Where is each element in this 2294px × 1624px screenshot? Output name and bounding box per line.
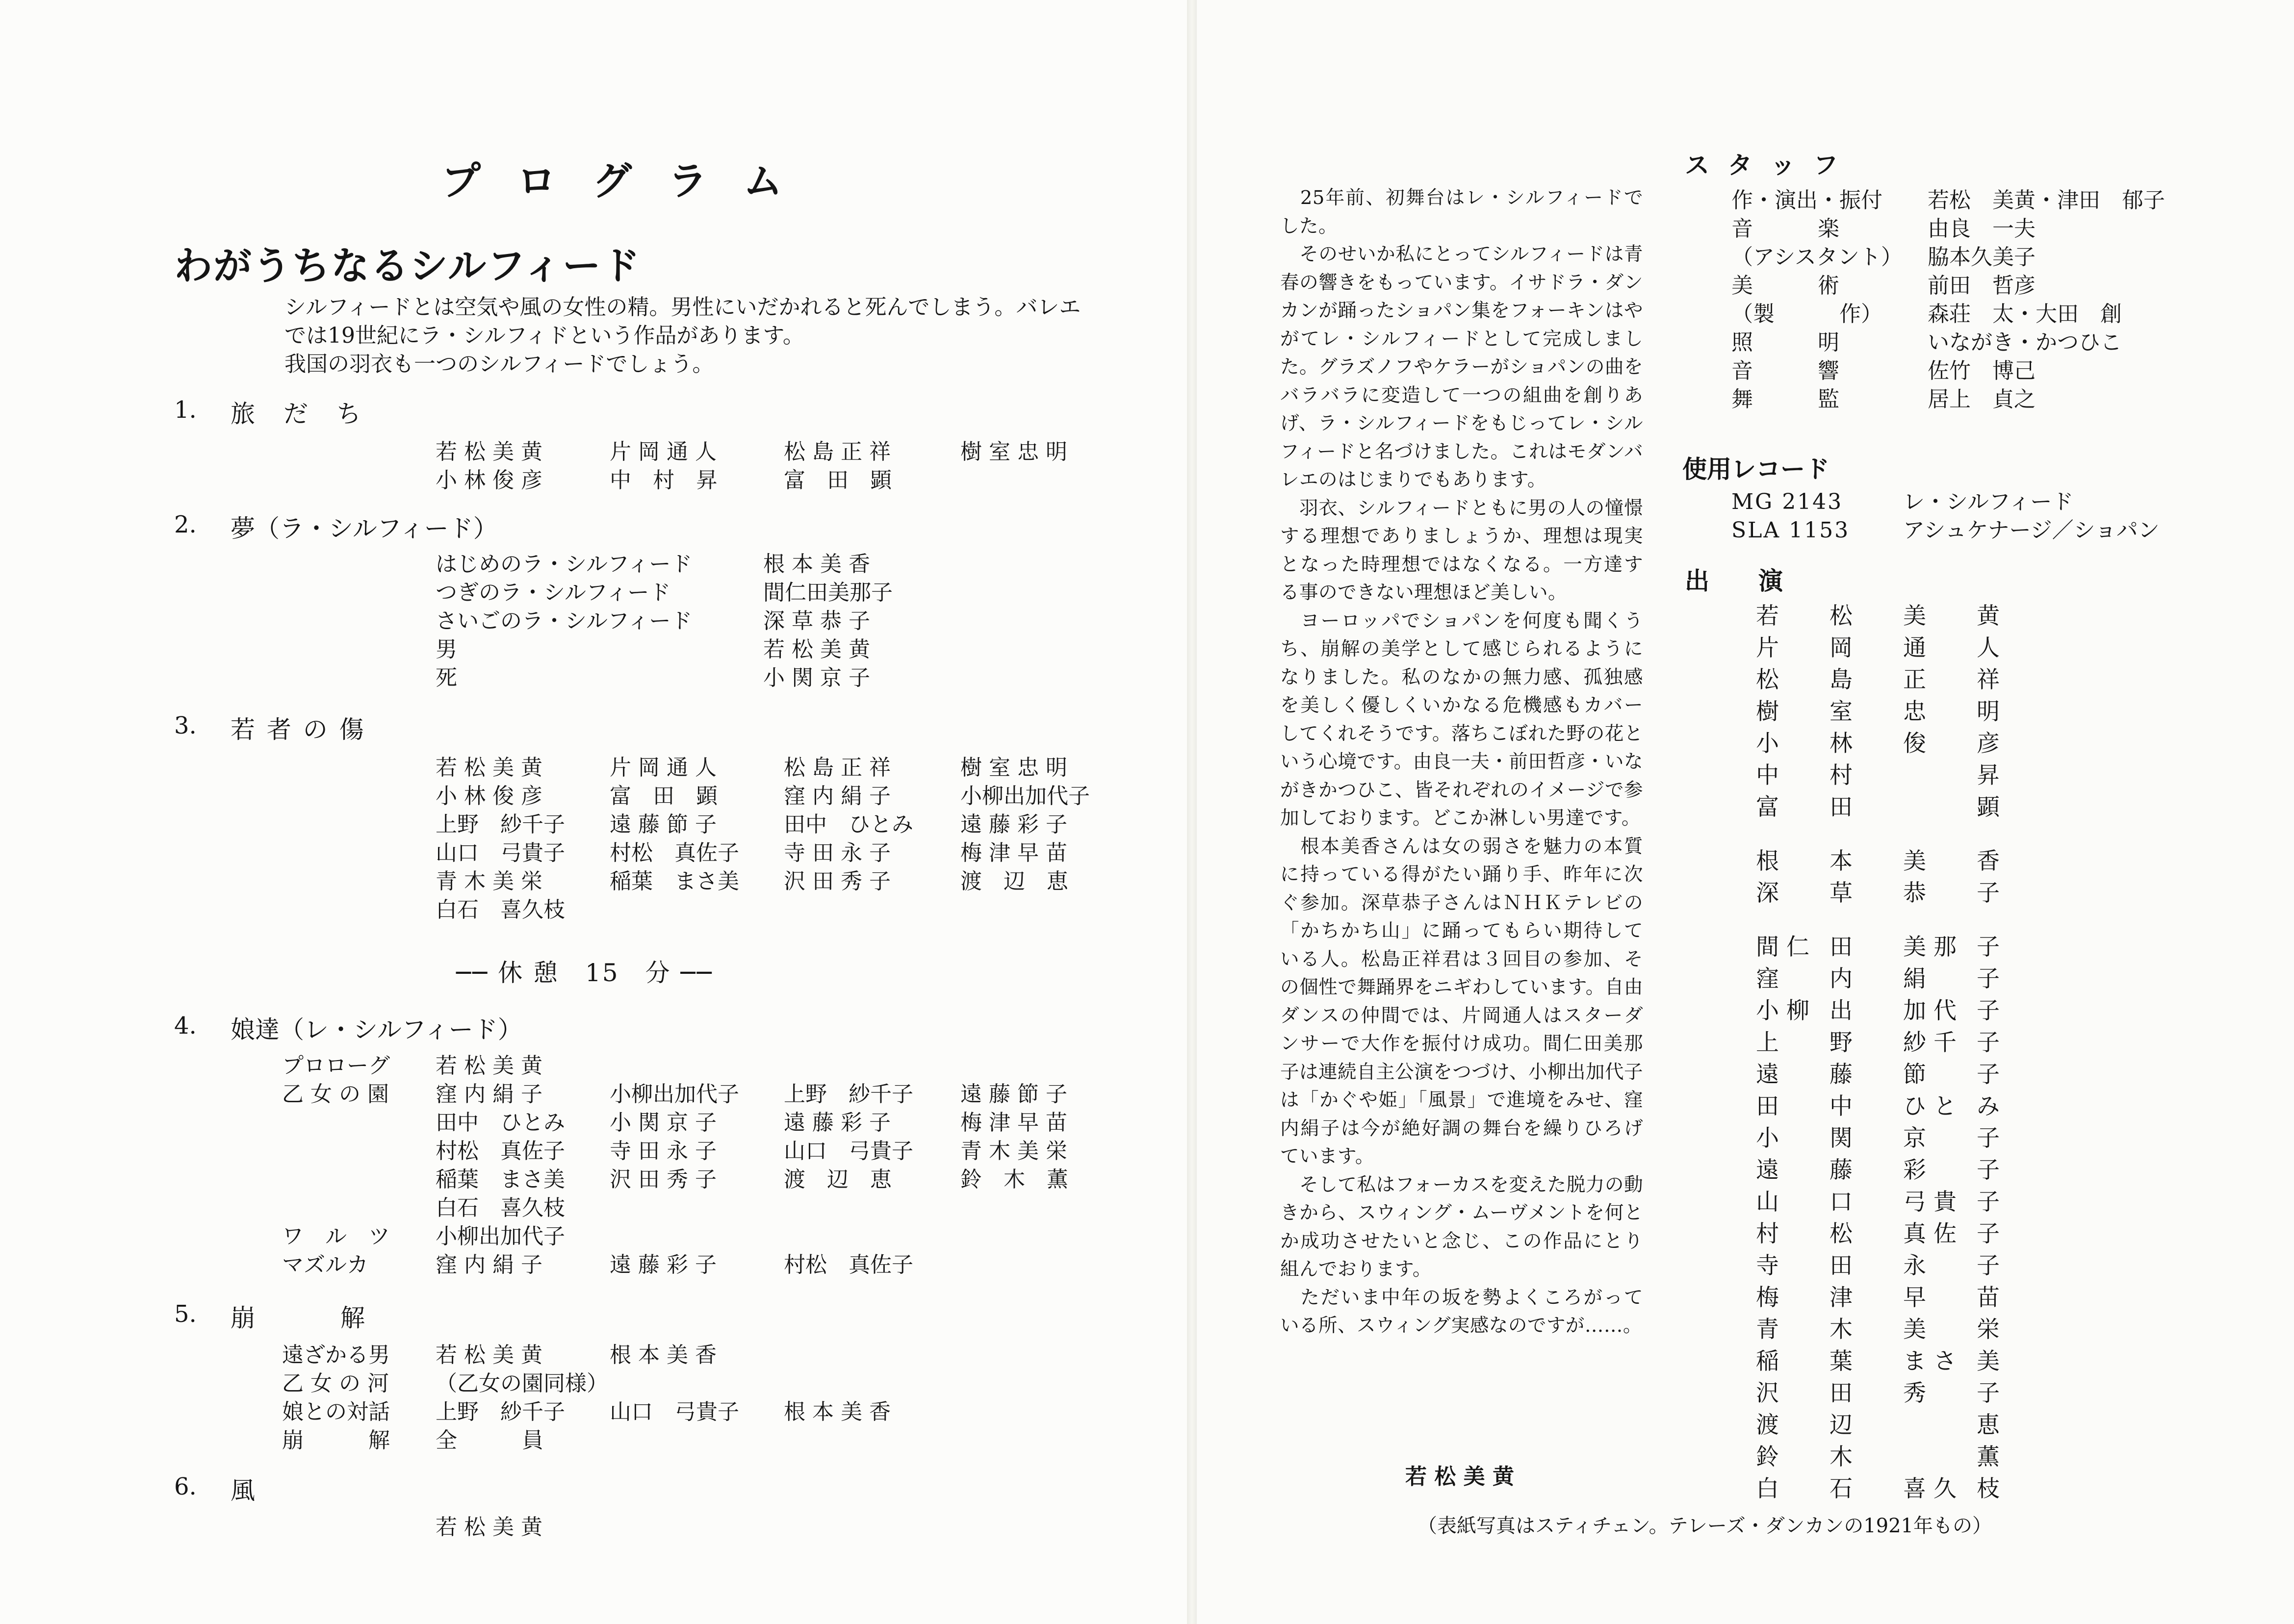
section-2-cast (436, 550, 893, 692)
cast-name (784, 896, 960, 924)
role-name: はじめのラ・シルフィード (436, 552, 693, 577)
cast-name: 小 林 俊 彦 (436, 468, 542, 493)
cast-char: 村 (1830, 762, 1853, 789)
cast-char: 林 (1830, 730, 1853, 757)
cast-name: 小 林 俊 彦 (436, 784, 542, 809)
cast-name: 青 木 美 栄 (960, 1139, 1067, 1164)
role-name: 崩 解 (282, 1428, 390, 1453)
cast-row (282, 1194, 1068, 1222)
section-3-cast (436, 754, 1090, 924)
cast-char: 青 (1756, 1316, 1779, 1343)
cast-name: 白石 喜久枝 (436, 1195, 565, 1220)
cast-row (282, 1370, 891, 1398)
cast-char: 津 (1830, 1284, 1853, 1311)
staff-role: 作・演出・振付 (1731, 188, 1882, 213)
cast-char: 渡 (1756, 1412, 1779, 1439)
cast-name: 松 島 正 祥 (784, 439, 891, 464)
cast-name: 寺 田 永 子 (784, 840, 891, 865)
cast-char: 枝 (1977, 1475, 2000, 1502)
role-name: 乙 女 の 河 (282, 1371, 389, 1396)
cast-char: 正 (1903, 666, 1926, 693)
cast-char: 美 (1903, 603, 1926, 630)
cast-char: 松 (1830, 603, 1853, 630)
staff-name: 前田 哲彦 (1928, 273, 2036, 298)
cast-char: 子 (1977, 1189, 2000, 1216)
cast-char: 真 佐 (1903, 1220, 1957, 1247)
cast-char: 内 (1830, 965, 1853, 992)
cast-name: 中 村 昇 (610, 468, 718, 493)
cast-name: 梅 津 早 苗 (960, 840, 1067, 865)
record-title: アシュケナージ／ショパン (1903, 518, 2160, 543)
cast-char: 岡 (1830, 634, 1853, 661)
section-6-cast: 若 松 美 黄 (436, 1515, 542, 1540)
cast-row (436, 896, 1090, 924)
cast-char: 子 (1977, 997, 2000, 1024)
cast-char: 俊 (1903, 730, 1926, 757)
cast-char: 通 (1903, 634, 1926, 661)
section-3-number: 3. (174, 712, 197, 739)
cast-char: 加 代 (1903, 997, 1957, 1024)
cast-name: 深 草 恭 子 (763, 609, 870, 634)
cast-char: 藤 (1830, 1061, 1853, 1088)
cast-name (784, 1222, 960, 1251)
cast-char: 子 (1977, 965, 2000, 992)
cast-char: 明 (1977, 698, 2000, 725)
cast-name: 山口 弓貴子 (436, 840, 565, 865)
section-4-cast (282, 1052, 1068, 1279)
cast-name: 富 田 顕 (610, 784, 718, 809)
cast-char: 稲 (1756, 1348, 1779, 1375)
role-name (282, 1137, 436, 1166)
cast-name: 若 松 美 黄 (436, 1343, 542, 1368)
role-name (282, 1166, 436, 1194)
cast-char: 樹 (1756, 698, 1779, 725)
section-2-number: 2. (174, 511, 197, 538)
cast-char: 早 (1903, 1284, 1926, 1311)
cast-char: 彩 (1903, 1157, 1926, 1184)
role-name: 死 (436, 665, 457, 690)
record-catalog: SLA 1153 (1731, 518, 1850, 543)
section-6-title: 風 (231, 1476, 255, 1505)
cast-name: 白石 喜久枝 (436, 897, 565, 922)
cast-name: 上野 紗千子 (436, 1399, 565, 1424)
cast-row (282, 1080, 1068, 1109)
staff-name: 森荘 太・大田 創 (1928, 302, 2122, 327)
staff-row (1731, 186, 2165, 215)
cast-char: 恵 (1977, 1412, 2000, 1439)
cast-char: 松 (1830, 1220, 1853, 1247)
cast-name (784, 1052, 960, 1080)
cast-char: 小 (1756, 730, 1779, 757)
role-name: さいごのラ・シルフィード (436, 609, 693, 634)
role-name: 娘との対話 (282, 1399, 390, 1424)
cast-char: 美 (1903, 848, 1926, 875)
cast-name: 若 松 美 黄 (436, 1053, 542, 1078)
cast-name: 小柳出加代子 (436, 1224, 565, 1249)
cast-char: 香 (1977, 848, 2000, 875)
cast-char: 野 (1830, 1029, 1853, 1056)
cast-char: 島 (1830, 666, 1853, 693)
section-3-title: 若 者 の 傷 (231, 715, 366, 744)
cast-char: 美 (1977, 1348, 2000, 1375)
record-title: レ・シルフィード (1903, 489, 2074, 514)
cast-char: 祥 (1977, 666, 2000, 693)
cast-char: 木 (1830, 1316, 1853, 1343)
cast-char: ひ と (1903, 1093, 1957, 1120)
cast-name: 根 本 美 香 (610, 1343, 717, 1368)
cast-name: 片 岡 通 人 (610, 755, 717, 780)
cast-char: 梅 (1756, 1284, 1779, 1311)
cast-char: 栄 (1977, 1316, 2000, 1343)
cast-char: 田 (1830, 794, 1853, 821)
staff-name: いながき・かつひこ (1928, 330, 2122, 355)
cast-row (436, 664, 893, 692)
cast-name: 富 田 顕 (784, 468, 892, 493)
cast-char: 鈴 (1756, 1444, 1779, 1471)
cast-char: 子 (1977, 1029, 2000, 1056)
cast-char: 松 (1756, 666, 1779, 693)
cast-row (436, 438, 1067, 466)
intro-line-1: シルフィードとは空気や風の女性の精。男性にいだかれると死んでしまう。バレエ (284, 295, 1081, 320)
staff-row (1731, 272, 2165, 300)
record-row (1731, 488, 2160, 516)
staff-name: 脇本久美子 (1928, 245, 2036, 270)
cast-char: 弓 貴 (1903, 1189, 1957, 1216)
cast-name: 寺 田 永 子 (610, 1139, 717, 1164)
cast-name: 小柳出加代子 (610, 1082, 739, 1107)
page-gutter (1187, 0, 1197, 1624)
cast-char: 村 (1756, 1220, 1779, 1247)
cast-name: 稲葉 まさ美 (610, 869, 739, 894)
cast-char: 草 (1830, 880, 1853, 907)
cast-char: 根 (1756, 848, 1779, 875)
staff-row (1731, 357, 2165, 385)
cast-name (610, 1194, 784, 1222)
staff-role: 音 響 (1731, 358, 1839, 383)
cast-char: 忠 (1903, 698, 1926, 725)
cast-char: 辺 (1830, 1412, 1853, 1439)
record-row (1731, 516, 2160, 545)
cast-name: 根 本 美 香 (784, 1399, 891, 1424)
cast-char: 中 (1756, 762, 1779, 789)
staff-row (1731, 300, 2165, 329)
cast-row (282, 1222, 1068, 1251)
cast-char: 田 (1756, 1093, 1779, 1120)
cast-char: 絹 (1903, 965, 1926, 992)
essay-signature: 若 松 美 黄 (1405, 1464, 1514, 1489)
cast-char: 小 (1756, 1125, 1779, 1152)
cast-list (1756, 602, 2050, 1503)
cast-name: 小柳出加代子 (960, 784, 1090, 809)
cast-char: 室 (1830, 698, 1853, 725)
role-name: マズルカ (282, 1252, 368, 1277)
cast-char: ま さ (1903, 1348, 1957, 1375)
cast-name: 遠 藤 節 子 (960, 1082, 1067, 1107)
cast-char: 山 (1756, 1189, 1779, 1216)
cast-char: 藤 (1830, 1157, 1853, 1184)
section-1-number: 1. (174, 396, 197, 424)
staff-heading: ス タ ッ フ (1685, 151, 1843, 179)
cast-heading: 出 演 (1685, 566, 1783, 595)
cast-name: 遠 藤 彩 子 (960, 812, 1067, 837)
intro-line-3: 我国の羽衣も一つのシルフィードでしょう。 (284, 352, 714, 377)
cast-char: 彦 (1977, 730, 2000, 757)
cast-group-3 (1756, 933, 2050, 1503)
staff-row (1731, 243, 2165, 272)
cast-name: 窪 内 絹 子 (436, 1252, 542, 1277)
cast-row (436, 839, 1090, 867)
cast-name: 若 松 美 黄 (436, 755, 542, 780)
cast-char: 子 (1977, 1252, 2000, 1279)
section-5-cast (282, 1341, 891, 1455)
cast-row (282, 1137, 1068, 1166)
cast-name: 渡 辺 恵 (960, 869, 1068, 894)
essay-text: 25年前、初舞台はレ・シルフィードでした。 そのせいか私にとってシルフィードは青春の響きをもっています。イサドラ・ダンカンが踊ったショパン集をフォーキンはやがてレ・シルフィードとして完成しました。グラズノフやケラーがショパンの曲をバラバラに変造して一つの組曲を創りあげ、ラ・シルフィードをもじってレ・シルフィードと名づけました。これはモダンバレエのはじまりでもあります。 羽衣、シルフィードともに男の人の憧憬する理想でありましょうか、理想は現実となった時理想ではなくなる。一方達する事のできない理想ほど美しい。 ヨーロッパでショパンを何度も聞くうち、崩解の美学として感じられるようになりました。私のなかの無力感、孤独感を美しく優しくいかなる危機感もカバーしてくれそうです。落ちこぼれた野の花という心境です。由良一夫・前田哲彦・いながきかつひこ、皆それぞれのイメージで参加しております。どこか淋しい男達です。 根本美香さんは女の弱さを魅力の本質に持っている得がたい踊り手、昨年に次ぐ参加。深草恭子さんはＮＨＫテレビの「かちかち山」に踊ってもらい期待している人。松島正祥君は３回目の参加、その個性で舞踊界をニギわしています。自由ダンスの仲間では、片岡通人はスターダンサーで大作を振付け成功。間仁田美那子は連続自主公演をつづけ、小柳出加代子は「かぐや姫」「風景」で進境をみせ、窪内絹子は今が絶好調の舞台を繰りひろげています。 そして私はフォーカスを変えた脱力の動きから、スウィング・ムーヴメントを何とか成功させたいと念じ、この作品にとり組んでおります。 ただいま中年の坂を勢よくころがっている所、スウィング実感なのですが……。 (1280, 187, 1643, 1337)
cast-char: 薫 (1977, 1444, 2000, 1471)
section-2-title: 夢（ラ・シルフィード） (231, 514, 498, 543)
cast-char: 遠 (1756, 1157, 1779, 1184)
cast-char: 上 (1756, 1029, 1779, 1056)
cast-char: 小 柳 (1756, 997, 1809, 1024)
role-name: 遠ざかる男 (282, 1343, 390, 1368)
staff-role: 照 明 (1731, 330, 1839, 355)
records-heading: 使用レコード (1682, 455, 1830, 483)
cast-name: 窪 内 絹 子 (784, 784, 891, 809)
cast-row (436, 607, 893, 635)
cast-name: 青 木 美 栄 (436, 869, 542, 894)
cast-char: 若 (1756, 603, 1779, 630)
cast-char: 子 (1977, 1125, 2000, 1152)
cast-char: 関 (1830, 1125, 1853, 1152)
cast-name: 村松 真佐子 (784, 1252, 913, 1277)
staff-name: 佐竹 博己 (1928, 358, 2036, 383)
cast-char: 葉 (1830, 1348, 1853, 1375)
section-4-title: 娘達（レ・シルフィード） (231, 1015, 522, 1044)
staff-row (1731, 215, 2165, 243)
cast-char: 恭 (1903, 880, 1926, 907)
cast-char: 窪 (1756, 965, 1779, 992)
cast-name: （乙女の園同様） (436, 1371, 608, 1396)
role-name: プロローグ (282, 1053, 390, 1078)
cast-name: 全 員 (436, 1428, 543, 1453)
cast-char: 人 (1977, 634, 2000, 661)
staff-row (1731, 385, 2165, 414)
cast-name: 村松 真佐子 (436, 1139, 565, 1164)
cast-row (436, 782, 1090, 811)
cast-char: み (1977, 1093, 2000, 1120)
cast-row (282, 1398, 891, 1426)
cast-name (610, 896, 784, 924)
cast-name: 小 関 京 子 (610, 1110, 717, 1135)
section-4-number: 4. (174, 1012, 197, 1040)
section-1-title: 旅 だ ち (231, 400, 363, 428)
cast-name (784, 1194, 960, 1222)
cast-char: 子 (1977, 1380, 2000, 1407)
role-name: ワ ル ツ (282, 1224, 390, 1249)
cast-char: 昇 (1977, 762, 2000, 789)
intro-line-2: では19世紀にラ・シルフィドという作品があります。 (284, 323, 804, 348)
cast-char: 紗 千 (1903, 1029, 1957, 1056)
cast-name: 樹 室 忠 明 (960, 439, 1067, 464)
cast-row (436, 579, 893, 607)
cast-row (436, 754, 1090, 782)
staff-row (1731, 329, 2165, 357)
cast-name: 松 島 正 祥 (784, 755, 891, 780)
cast-char: 木 (1830, 1444, 1853, 1471)
cast-char: 田 (1830, 934, 1853, 961)
cast-row (282, 1166, 1068, 1194)
cast-name: 間仁田美那子 (763, 580, 893, 605)
role-name (282, 1194, 436, 1222)
cast-name: 上野 紗千子 (784, 1082, 913, 1107)
cast-char: 間 仁 (1756, 934, 1809, 961)
cast-name: 山口 弓貴子 (610, 1399, 739, 1424)
cover-photo-note: （表紙写真はスティチェン。テレーズ・ダンカンの1921年もの） (1418, 1515, 1992, 1537)
cast-char: 子 (1977, 934, 2000, 961)
section-5-title: 崩 解 (231, 1304, 368, 1332)
cast-row (282, 1109, 1068, 1137)
cast-name: 根 本 美 香 (763, 552, 870, 577)
cast-name: 沢 田 秀 子 (610, 1167, 717, 1192)
role-name: つぎのラ・シルフィード (436, 580, 671, 605)
cast-name: 若 松 美 黄 (763, 637, 870, 662)
cast-char: 出 (1830, 997, 1853, 1024)
cast-char: 顕 (1977, 794, 2000, 821)
cast-char (1903, 1443, 1977, 1472)
cast-char (1903, 793, 1977, 822)
cast-char: 子 (1977, 1220, 2000, 1247)
role-name: 男 (436, 637, 457, 662)
staff-name: 由良 一夫 (1928, 216, 2036, 241)
cast-char: 本 (1830, 848, 1853, 875)
cast-row (436, 466, 1067, 495)
cast-char: 深 (1756, 880, 1779, 907)
cast-name: 遠 藤 彩 子 (784, 1110, 891, 1135)
staff-name: 若松 美黄・津田 郁子 (1928, 188, 2165, 213)
cast-char: 秀 (1903, 1380, 1926, 1407)
cast-char: 富 (1756, 794, 1779, 821)
staff-role: （製 作） (1731, 302, 1882, 327)
cast-char: 子 (1977, 1061, 2000, 1088)
cast-char: 喜 久 (1903, 1475, 1957, 1502)
cast-char: 美 那 (1903, 934, 1957, 961)
staff-role: 音 楽 (1731, 216, 1839, 241)
staff-role: 舞 監 (1731, 387, 1839, 412)
role-name: 乙 女 の 園 (282, 1082, 389, 1107)
section-5-number: 5. (174, 1300, 197, 1328)
cast-char: 節 (1903, 1061, 1926, 1088)
cast-name (610, 1370, 784, 1398)
cast-name: 窪 内 絹 子 (436, 1082, 542, 1107)
cast-name: 梅 津 早 苗 (960, 1110, 1067, 1135)
cast-row (436, 867, 1090, 896)
cast-name (610, 1426, 784, 1455)
cast-group-2 (1756, 847, 2050, 908)
cast-char: 黄 (1977, 603, 2000, 630)
cast-name: 遠 藤 彩 子 (610, 1252, 717, 1277)
cast-char: 石 (1830, 1475, 1853, 1502)
role-name (282, 1109, 436, 1137)
staff-name: 居上 貞之 (1928, 387, 2036, 412)
cast-row (282, 1251, 1068, 1279)
cast-name: 小 関 京 子 (763, 665, 870, 690)
cast-row (282, 1052, 1068, 1080)
cast-name: 樹 室 忠 明 (960, 755, 1067, 780)
cast-row (436, 635, 893, 664)
cast-char: 片 (1756, 634, 1779, 661)
cast-char: 中 (1830, 1093, 1853, 1120)
cast-char: 子 (1977, 880, 2000, 907)
record-catalog: MG 2143 (1731, 489, 1843, 514)
cast-name: 田中 ひとみ (436, 1110, 565, 1135)
cast-char: 田 (1830, 1252, 1853, 1279)
cast-name: 沢 田 秀 子 (784, 869, 891, 894)
cast-char: 沢 (1756, 1380, 1779, 1407)
cast-name: 渡 辺 恵 (784, 1167, 892, 1192)
right-page (1197, 0, 2294, 1624)
cast-name: 鈴 木 薫 (960, 1167, 1068, 1192)
staff-role: 美 術 (1731, 273, 1839, 298)
cast-name: 遠 藤 節 子 (610, 812, 717, 837)
cast-char (1903, 761, 1977, 790)
cast-name: 片 岡 通 人 (610, 439, 717, 464)
cast-name: 上野 紗千子 (436, 812, 565, 837)
cast-name: 若 松 美 黄 (436, 439, 542, 464)
cast-char: 京 (1903, 1125, 1926, 1152)
cast-char: 子 (1977, 1157, 2000, 1184)
cast-row (436, 811, 1090, 839)
cast-char: 永 (1903, 1252, 1926, 1279)
cast-group-1 (1756, 602, 2050, 822)
records-list (1731, 488, 2160, 545)
cast-char: 田 (1830, 1380, 1853, 1407)
cast-row (282, 1341, 891, 1370)
cast-char: 苗 (1977, 1284, 2000, 1311)
cast-name (610, 1222, 784, 1251)
cast-char: 遠 (1756, 1061, 1779, 1088)
cast-char: 寺 (1756, 1252, 1779, 1279)
work-title: わがうちなるシルフィード (174, 244, 641, 288)
section-6-number: 6. (174, 1473, 197, 1500)
cast-char: 白 (1756, 1475, 1779, 1502)
section-1-cast (436, 438, 1067, 495)
cast-name: 田中 ひとみ (784, 812, 913, 837)
staff-list (1731, 186, 2165, 414)
cast-row (282, 1426, 891, 1455)
cast-char: 美 (1903, 1316, 1926, 1343)
cast-name: 稲葉 まさ美 (436, 1167, 565, 1192)
cast-char: 口 (1830, 1189, 1853, 1216)
staff-role: （アシスタント） (1731, 245, 1903, 270)
cast-char (1903, 1411, 1977, 1440)
program-title: プログラム (441, 158, 819, 204)
intermission-label: ── 休 憩 15 分 ── (456, 959, 713, 987)
cast-row (436, 550, 893, 579)
cast-name: 村松 真佐子 (610, 840, 739, 865)
cast-name: 山口 弓貴子 (784, 1139, 913, 1164)
cast-name (610, 1052, 784, 1080)
